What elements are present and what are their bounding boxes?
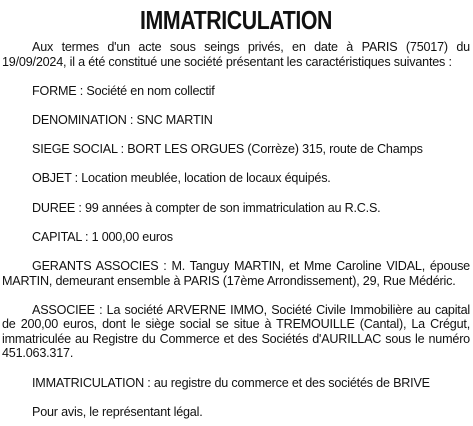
forme-line: FORME : Société en nom collectif bbox=[32, 83, 215, 98]
immatriculation-line: IMMATRICULATION : au registre du commerce et des sociétés de BRIVE bbox=[32, 375, 430, 390]
siege-social-line: SIEGE SOCIAL : BORT LES ORGUES (Corrèze) 315, route de Champs bbox=[32, 142, 423, 157]
legal-notice bbox=[2, 0, 470, 419]
associee-paragraph: ASSOCIEE : La société ARVERNE IMMO, Société Civile Immobilière au capital de 200,00 euros, dont le siège social se situe à TREMOUILLE (Cantal), La Crégut, immatriculée au Registre du Commerce et des Sociétés d'AURILLAC sous le numéro 451.063.317. bbox=[2, 302, 470, 361]
closing-line: Pour avis, le représentant légal. bbox=[32, 404, 203, 419]
intro-paragraph: Aux termes d'un acte sous seings privés, en date à PARIS (75017) du 19/09/2024, il a été constitué une société présentant les caractéristiques suivantes : bbox=[2, 40, 470, 69]
denomination-line: DENOMINATION : SNC MARTIN bbox=[32, 112, 213, 127]
duree-line: DUREE : 99 années à compter de son immatriculation au R.C.S. bbox=[32, 200, 381, 215]
gerants-associes-paragraph: GERANTS ASSOCIES : M. Tanguy MARTIN, et Mme Caroline VIDAL, épouse MARTIN, demeurant ensemble à PARIS (17ème Arrondissement), 29, Rue Médéric. bbox=[2, 258, 470, 288]
notice-title: IMMATRICULATION bbox=[139, 5, 333, 35]
objet-line: OBJET : Location meublée, location de locaux équipés. bbox=[32, 171, 331, 186]
capital-line: CAPITAL : 1 000,00 euros bbox=[32, 229, 173, 244]
